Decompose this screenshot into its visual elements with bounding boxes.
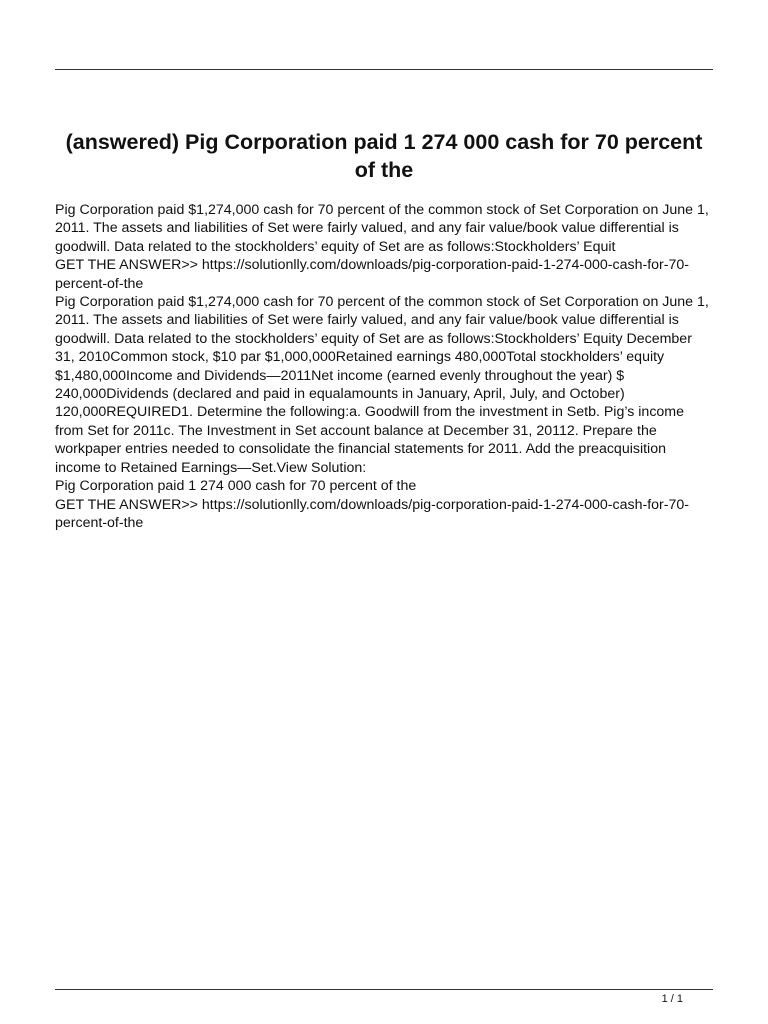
footer-divider [55,989,713,990]
paragraph-summary: Pig Corporation paid 1 274 000 cash for 70 percent of the [55,478,417,495]
paragraph-intro: Pig Corporation paid $1,274,000 cash for 70 percent of the common stock of Set Corporation on June 1, 2011. The assets and liabilities of Set were fairly valued, and any fair value/book value differential is goodwill. Data related to the stockholders’ equity of Set are as follows:Stockholders’ Equit [55,202,709,255]
document-title: (answered) Pig Corporation paid 1 274 000 cash for 70 percent of the [65,130,703,182]
header-divider [55,69,713,70]
answer-link-text: GET THE ANSWER>> https://solutionlly.com/downloads/pig-corporation-paid-1-274-000-cash-for-70-percent-of-the [55,257,689,292]
paragraph-full-question: Pig Corporation paid $1,274,000 cash for 70 percent of the common stock of Set Corporation on June 1, 2011. The assets and liabilities of Set were fairly valued, and any fair value/book value differential is goodwill. Data related to the stockholders’ equity of Set are as follows:Stockholders’ Equity December 31, 2010Common stock, $10 par $1,000,000Retained earnings 480,000Total stockholders’ equity $1,480,000Income and Dividends—2011Net income (earned evenly throughout the year) $ 240,000Dividends (declared and paid in equalamounts in January, April, July, and October) 120,000REQUIRED1. Determine the following:a. Goodwill from the investment in Setb. Pig’s income from Set for 2011c. The Investment in Set account balance at December 31, 20112. Prepare the workpaper entries needed to consolidate the financial statements for 2011. Add the preacquisition income to Retained Earnings—Set.View Solution: [55,294,709,476]
document-body [55,201,715,532]
answer-link-text-2: GET THE ANSWER>> https://solutionlly.com/downloads/pig-corporation-paid-1-274-000-cash-for-70-percent-of-the [55,496,689,531]
page-number: 1 / 1 [661,993,683,1005]
